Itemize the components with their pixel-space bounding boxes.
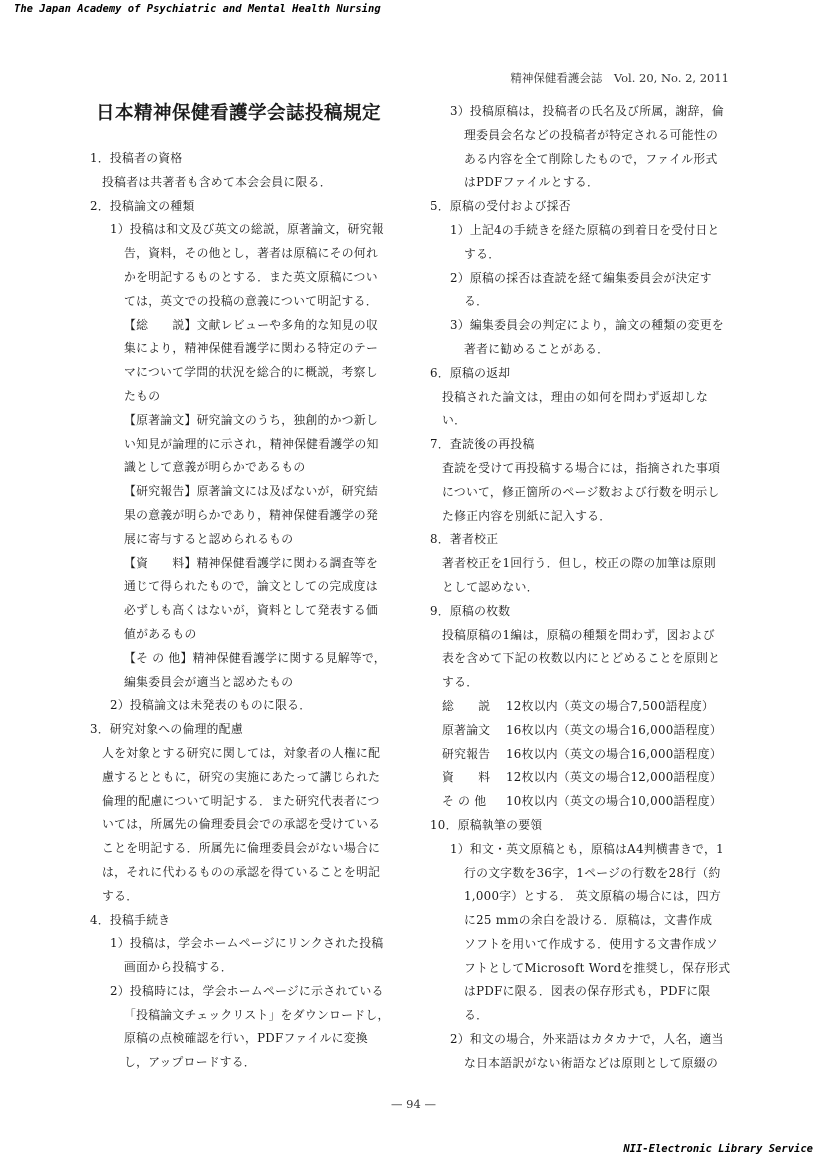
text-line: 1,000字）とする． 英文原稿の場合には，四方 bbox=[464, 889, 722, 904]
library-banner: NII-Electronic Library Service bbox=[623, 1143, 813, 1155]
section-heading: 1．投稿者の資格 bbox=[90, 151, 183, 165]
page-limit: 16枚以内（英文の場合16,000語程度） bbox=[506, 722, 722, 737]
section-heading: 10．原稿執筆の要領 bbox=[430, 817, 543, 832]
text-line: 識として意義が明らかであるもの bbox=[124, 460, 306, 475]
word-count-row bbox=[430, 743, 735, 767]
text-line: は，それに代わるものの承認を得ていることを明記 bbox=[102, 864, 381, 879]
text-line: 著者に勧めることがある． bbox=[464, 341, 610, 356]
text-line: 告，資料，その他とし，著者は原稿にその何れ bbox=[124, 246, 379, 261]
right-column-text-lower bbox=[430, 814, 735, 1076]
manuscript-category: 総 説 bbox=[442, 698, 491, 713]
text-line: する． bbox=[464, 246, 501, 261]
text-line: 投稿原稿の1編は，原稿の種類を問わず，図および bbox=[442, 627, 715, 642]
section-heading: 2．投稿論文の種類 bbox=[90, 198, 195, 213]
word-count-row bbox=[430, 790, 735, 814]
text-line: い． bbox=[442, 413, 467, 428]
page-limit: 12枚以内（英文の場合12,000語程度） bbox=[506, 770, 722, 785]
text-line: 行の文字数を36字，1ページの行数を28行（約 bbox=[464, 865, 721, 880]
text-line: ことを明記する．所属先に倫理委員会がない場合に bbox=[102, 841, 381, 856]
text-line: 投稿された論文は，理由の如何を問わず返却しな bbox=[442, 389, 709, 404]
section-heading: 4．投稿手続き bbox=[90, 912, 171, 927]
text-line: に25 mmの余白を設ける．原稿は，文書作成 bbox=[464, 913, 713, 928]
text-line: 値があるもの bbox=[124, 626, 197, 641]
right-column bbox=[430, 100, 735, 1076]
text-line: 2）和文の場合，外来語はカタカナで，人名，適当 bbox=[450, 1032, 724, 1047]
page-limit: 12枚以内（英文の場合7,500語程度） bbox=[506, 698, 715, 713]
word-count-table bbox=[430, 695, 735, 814]
text-line: た修正内容を別紙に記入する． bbox=[442, 508, 612, 523]
text-line: たもの bbox=[124, 388, 161, 403]
text-line: ある内容を全て削除したもので，ファイル形式 bbox=[464, 151, 718, 166]
left-column-text bbox=[90, 147, 395, 1075]
text-line: はPDFファイルとする． bbox=[464, 175, 600, 190]
text-line: 3）投稿原稿は，投稿者の氏名及び所属，謝辞，倫 bbox=[450, 104, 724, 118]
text-line: マについて学問的状況を総合的に概説，考察し bbox=[124, 365, 378, 380]
manuscript-category: 研究報告 bbox=[442, 746, 491, 761]
text-line: はPDFに限る．図表の保存形式も，PDFに限 bbox=[464, 984, 711, 999]
text-line: 原稿の点検確認を行い，PDFファイルに変換 bbox=[124, 1031, 368, 1046]
left-column bbox=[90, 100, 395, 1075]
text-line: い知見が論理的に示され，精神保健看護学の知 bbox=[124, 436, 379, 451]
text-line: 果の意義が明らかであり，精神保健看護学の発 bbox=[124, 507, 379, 522]
text-line: 1）上記4の手続きを経た原稿の到着日を受付日と bbox=[450, 222, 720, 237]
text-line: 著者校正を1回行う．但し，校正の際の加筆は原則 bbox=[442, 556, 716, 571]
text-line: 2）原稿の採否は査読を経て編集委員会が決定す bbox=[450, 270, 712, 285]
text-line: 1）投稿は，学会ホームページにリンクされた投稿 bbox=[110, 936, 384, 951]
text-line: 「投稿論文チェックリスト」をダウンロードし， bbox=[124, 1007, 390, 1022]
running-head: 精神保健看護会誌 Vol. 20, No. 2, 2011 bbox=[510, 71, 729, 85]
section-heading: 8．著者校正 bbox=[430, 532, 499, 547]
text-line: 【研究報告】原著論文には及ばないが，研究結 bbox=[124, 484, 379, 499]
manuscript-category: 原著論文 bbox=[442, 722, 491, 737]
text-line: な日本語訳がない術語などは原則として原綴の bbox=[464, 1055, 719, 1070]
text-line: ては，英文での投稿の意義について明記する． bbox=[124, 293, 378, 308]
text-line: 2）投稿論文は未発表のものに限る． bbox=[110, 698, 312, 713]
text-line: かを明記するものとする．また英文原稿につい bbox=[124, 269, 378, 284]
text-line: 1）和文・英文原稿とも，原稿はA4判横書きで，1 bbox=[450, 841, 724, 856]
text-line: 慮するとともに，研究の実施にあたって講じられた bbox=[102, 769, 381, 784]
manuscript-category: 資 料 bbox=[442, 770, 491, 785]
word-count-row bbox=[430, 719, 735, 743]
text-line: する． bbox=[102, 888, 139, 903]
text-line: 【総 説】文献レビューや多角的な知見の収 bbox=[124, 317, 379, 332]
page-number: — 94 — bbox=[391, 1097, 436, 1111]
text-line: 【原著論文】研究論文のうち，独創的かつ新し bbox=[124, 412, 379, 427]
text-line: いては，所属先の倫理委員会での承認を受けている bbox=[102, 817, 381, 832]
section-heading: 3．研究対象への倫理的配慮 bbox=[90, 722, 243, 737]
page-limit: 10枚以内（英文の場合10,000語程度） bbox=[506, 794, 722, 809]
section-heading: 6．原稿の返却 bbox=[430, 365, 511, 380]
text-line: 通じて得られたもので，論文としての完成度は bbox=[124, 579, 378, 594]
section-heading: 7．査読後の再投稿 bbox=[430, 437, 535, 452]
source-banner: The Japan Academy of Psychiatric and Mental Health Nursing bbox=[14, 3, 381, 15]
text-line: として認めない． bbox=[442, 579, 539, 594]
text-line: 編集委員会が適当と認めたもの bbox=[124, 674, 294, 689]
text-line: る． bbox=[464, 294, 489, 309]
text-line: 画面から投稿する． bbox=[124, 960, 233, 975]
text-line: する． bbox=[442, 675, 479, 690]
word-count-row bbox=[430, 766, 735, 790]
word-count-row bbox=[430, 695, 735, 719]
section-heading: 5．原稿の受付および採否 bbox=[430, 199, 571, 214]
text-line: 1）投稿は和文及び英文の総説，原著論文，研究報 bbox=[110, 222, 384, 237]
page-title: 日本精神保健看護学会誌投稿規定 bbox=[96, 103, 382, 124]
manuscript-category: そ の 他 bbox=[442, 794, 487, 809]
text-line: 【そ の 他】精神保健看護学に関する見解等で， bbox=[124, 650, 386, 665]
text-line: 3）編集委員会の判定により，論文の種類の変更を bbox=[450, 318, 724, 333]
text-line: 展に寄与すると認められるもの bbox=[124, 531, 294, 546]
text-line: 査読を受けて再投稿する場合には，指摘された事項 bbox=[442, 460, 721, 475]
section-heading: 9．原稿の枚数 bbox=[430, 603, 511, 618]
text-line: 必ずしも高くはないが，資料として発表する価 bbox=[124, 603, 379, 618]
right-column-text-upper bbox=[430, 100, 735, 695]
text-line: 集により，精神保健看護学に関わる特定のテー bbox=[124, 341, 379, 356]
text-line: ソフトを用いて作成する．使用する文書作成ソ bbox=[464, 936, 719, 951]
text-line: フトとしてMicrosoft Wordを推奨し，保存形式 bbox=[464, 960, 731, 975]
text-line: について，修正箇所のページ数および行数を明示し bbox=[442, 484, 720, 499]
text-line: 投稿者は共著者も含めて本会会員に限る． bbox=[102, 174, 332, 189]
page-limit: 16枚以内（英文の場合16,000語程度） bbox=[506, 746, 722, 761]
text-line: 理委員会名などの投稿者が特定される可能性の bbox=[464, 127, 719, 142]
text-line: 【資 料】精神保健看護学に関わる調査等を bbox=[124, 555, 379, 570]
text-line: る． bbox=[464, 1008, 489, 1023]
text-line: 2）投稿時には，学会ホームページに示されている bbox=[110, 983, 384, 998]
text-line: 表を含めて下記の枚数以内にとどめることを原則と bbox=[442, 651, 721, 666]
text-line: 人を対象とする研究に関しては，対象者の人権に配 bbox=[102, 745, 381, 760]
text-line: し，アップロードする． bbox=[124, 1055, 256, 1070]
text-line: 倫理的配慮について明記する．また研究代表者につ bbox=[102, 793, 380, 808]
